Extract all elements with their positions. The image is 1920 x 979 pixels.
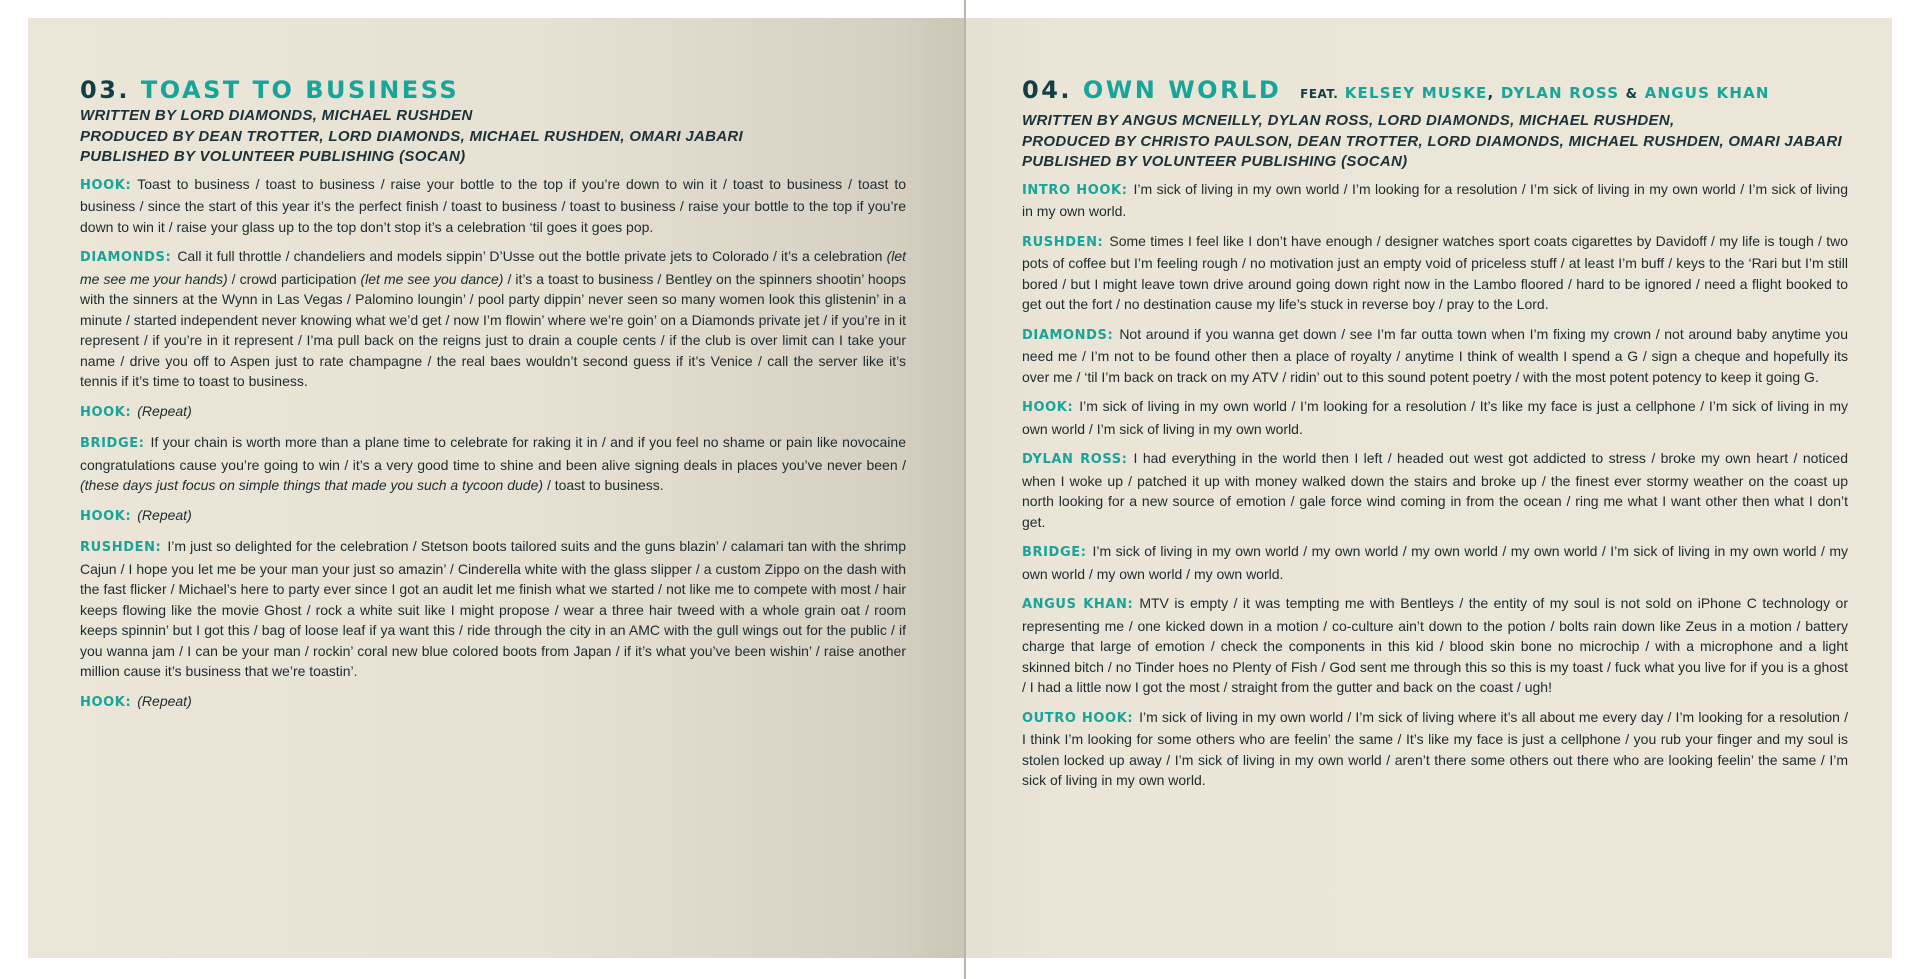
section-text: MTV is empty / it was tempting me with Bentleys / the entity of my soul is not sold on iPhone C technology or representing me / one kicked down in a motion / co-culture ain’t down to the potion / bolts rain down like Zeus in a motion / battery charge that large of emotion / check the components in this kid / blood skin bone no microchip / with a microphone and a light skinned bitch / no Tinder hoes no Plenty of Fish / God sent me through this so this is my toast / fuck what you live for if you is a ghost / I had a little now I got the most / straight from the gutter and back on the coast / ugh!	[1022, 595, 1849, 695]
lyric-section-diamonds	[80, 246, 906, 392]
credit-produced: PRODUCED BY DEAN TROTTER, LORD DIAMONDS, MICHAEL RUSHDEN, OMARI JABARI	[80, 127, 743, 145]
left-page-content	[80, 76, 906, 722]
section-aside: (Repeat)	[137, 692, 192, 709]
feat-artist: KELSEY MUSKE	[1344, 84, 1488, 102]
lyric-section-hook	[80, 174, 906, 238]
lyric-section-hook-repeat	[80, 505, 906, 528]
lyric-section-dylan-ross	[1022, 448, 1848, 532]
section-text: / toast to business.	[546, 477, 664, 493]
section-text: I had everything in the world then I left / headed out west got addicted to stress / broke my own heart / noticed when I woke up / patched it up with money walked down the stairs and broke up / the finest ever stormy weather on the coast up north looking for a new source of emotion / gale force wind coming in from the ocean / ring me what I want other then what I don’t get.	[1022, 450, 1849, 530]
lyric-section-angus-khan	[1022, 593, 1848, 698]
lyric-section-hook-repeat	[80, 401, 906, 424]
section-text: Not around if you wanna get down / see I’m far outta town when I’m fixing my crown / not around baby anytime you need me / I’m not to be found other then a place of royalty / anytime I think of wealth I spend a G / sign a cheque and hopefully its over me / ‘til I’m back on track on my ATV / ridin’ out to this sound potent poetry / with the most potent potency to keep it going G.	[1022, 325, 1848, 385]
section-text: I’m sick of living in my own world / I’m looking for a resolution / I’m sick of living in my own world / I’m sick of living in my own world.	[1022, 180, 1848, 219]
section-label: DIAMONDS:	[80, 250, 172, 265]
track-number: 03.	[80, 76, 131, 104]
lyric-section-outro-hook	[1022, 707, 1848, 791]
section-text: Toast to business / toast to business / raise your bottle to the top if you’re down to win it / toast to business / toast to business / since the start of this year it’s the perfect finish / toast to business / toast to business / raise your bottle to the top if you’re down to win it / raise your glass up to the top don’t stop it’s a celebration ‘til goes it goes pop.	[80, 175, 906, 235]
section-aside: (Repeat)	[137, 402, 192, 419]
credit-written: WRITTEN BY LORD DIAMONDS, MICHAEL RUSHDEN	[80, 107, 473, 124]
section-label: HOOK:	[80, 177, 132, 193]
section-text: I’m just so delighted for the celebration / Stetson boots tailored suits and the guns blazin’ / calamari tan with the shrimp Cajun / I hope you let me be your man your just so amazin’ / Cinderella white with the glass slipper / a custom Zippo on the dash with the fast flicker / Michael’s here to party ever since I got an audit let me finish what we started / not like me to compete with most / hair keeps flowing like the movie Ghost / rock a white suit like I might propose / wear a three hair tweed with a whole grain oat / room keeps spinnin’ but I got this / bag of loose leaf if ya want this / ride through the city in an AMC with the gull wings out for the public / if you wanna jam / I can be your man / rockin’ coral new blue colored boots from Japan / if it’s what you’ve been wishin’ / raise another million cause it’s business that we’re toastin’.	[80, 538, 906, 679]
section-text: / crowd participation	[231, 270, 357, 287]
section-text: Some times I feel like I don’t have enough / designer watches sport coats cigarettes by Davidoff / my life is tough / two pots of coffee but I’m feeling rough / no motivation just an empty void of priceless stuff / at least I’m buff / keys to the ‘Rari but I’m still bored / but I might leave town drive around going down right now in the Lambo floored / hard to be ignored / need a flight booked to get out the fort / no destination cause my life’s stuck in reverse boy / pray to the Lord.	[1022, 232, 1848, 312]
feat-artist: ANGUS KHAN	[1644, 84, 1770, 102]
section-label: INTRO HOOK:	[1022, 182, 1128, 198]
section-label: DYLAN ROSS:	[1022, 452, 1128, 467]
lyric-section-hook-repeat	[80, 691, 906, 714]
section-label: HOOK:	[1022, 400, 1074, 415]
section-aside: (Repeat)	[137, 506, 192, 523]
track-credits	[1022, 111, 1848, 173]
lyric-section-rushden	[1022, 231, 1848, 315]
right-page	[966, 18, 1892, 958]
section-label: OUTRO HOOK:	[1022, 710, 1134, 726]
feat-artist: DYLAN ROSS	[1500, 84, 1620, 102]
section-label: BRIDGE:	[1022, 545, 1087, 560]
left-page	[28, 18, 964, 958]
credit-published: PUBLISHED BY VOLUNTEER PUBLISHING (SOCAN)	[1022, 153, 1408, 170]
lyric-section-bridge	[1022, 541, 1848, 584]
section-label: RUSHDEN:	[1022, 234, 1104, 250]
section-text: Call it full throttle / chandeliers and models sippin’ D’Usse out the bottle private jets to Colorado / it’s a celebration	[177, 248, 883, 264]
section-aside: (let me see me your hands)	[80, 248, 907, 287]
lyric-section-bridge	[80, 432, 906, 496]
section-label: DIAMONDS:	[1022, 327, 1114, 343]
section-label: RUSHDEN:	[80, 540, 162, 555]
section-text: I’m sick of living in my own world / I’m sick of living where it’s all about me every day / I’m looking for a resolution / I think I’m looking for some others who are feelin’ the same / It’s like my face is just a cellphone / you rub your finger and my soul is stolen locked up away / I’m sick of living in my own world / aren’t there some others out there who are looking feelin’ the same / I’m sick of living in my own world.	[1022, 708, 1848, 788]
lyric-section-hook	[1022, 396, 1848, 439]
track-title: OWN WORLD	[1082, 76, 1282, 104]
feat-separator: ,	[1487, 84, 1495, 102]
lyric-section-intro-hook	[1022, 179, 1848, 222]
track-title: TOAST TO BUSINESS	[140, 76, 460, 104]
section-text: I’m sick of living in my own world / my own world / my own world / my own world / I’m sick of living in my own world / my own world / my own world / my own world.	[1022, 543, 1848, 582]
section-label: HOOK:	[80, 404, 132, 420]
section-aside: (let me see you dance)	[360, 270, 504, 287]
track-number: 04.	[1022, 76, 1073, 104]
track-title-line	[80, 76, 906, 104]
credit-written: WRITTEN BY ANGUS MCNEILLY, DYLAN ROSS, LORD DIAMONDS, MICHAEL RUSHDEN,	[1022, 112, 1675, 129]
section-text: If your chain is worth more than a plane time to celebrate for raking it in / and if you feel no shame or pain like novocaine congratulations cause you’re going to win / it’s a very good time to shine and been alive signing deals in places you’ve never been /	[80, 434, 906, 473]
section-label: HOOK:	[80, 508, 132, 524]
track-credits	[80, 106, 906, 168]
section-label: ANGUS KHAN:	[1022, 597, 1134, 612]
featured-artists	[1300, 84, 1770, 102]
section-text: / it’s a toast to business / Bentley on the spinners shootin’ hoops with the sinners at the Wynn in Las Vegas / Palomino loungin’ / pool party dippin’ never seen so many women look this glistenin’ in a minute / started independent never knowing what we’d get / now I’m flowin’ where we’re goin’ on a Diamonds private jet / if you’re in it represent / if you’re in it represent / I’ma pull back on the reigns just to drain a couple cents / if the club is over limit can I take your name / drive you off to Aspen just to rate champagne / the real baes wouldn’t second guess if it’s Venice / call the server like it’s tennis if it’s time to toast to business.	[80, 270, 906, 389]
right-page-content	[1022, 76, 1848, 800]
section-label: BRIDGE:	[80, 436, 145, 451]
lyric-section-diamonds	[1022, 324, 1848, 388]
track-title-line	[1022, 76, 1848, 109]
lyric-section-rushden	[80, 536, 906, 682]
section-aside: (these days just focus on simple things that made you such a tycoon dude)	[80, 477, 544, 493]
feat-label: FEAT.	[1300, 87, 1339, 101]
section-label: HOOK:	[80, 694, 132, 710]
section-text: I’m sick of living in my own world / I’m looking for a resolution / It’s like my face is just a cellphone / I’m sick of living in my own world / I’m sick of living in my own world.	[1022, 398, 1848, 437]
credit-published: PUBLISHED BY VOLUNTEER PUBLISHING (SOCAN)	[80, 148, 466, 165]
feat-ampersand: &	[1625, 87, 1639, 102]
credit-produced: PRODUCED BY CHRISTO PAULSON, DEAN TROTTER, LORD DIAMONDS, MICHAEL RUSHDEN, OMARI JABARI	[1022, 132, 1843, 150]
